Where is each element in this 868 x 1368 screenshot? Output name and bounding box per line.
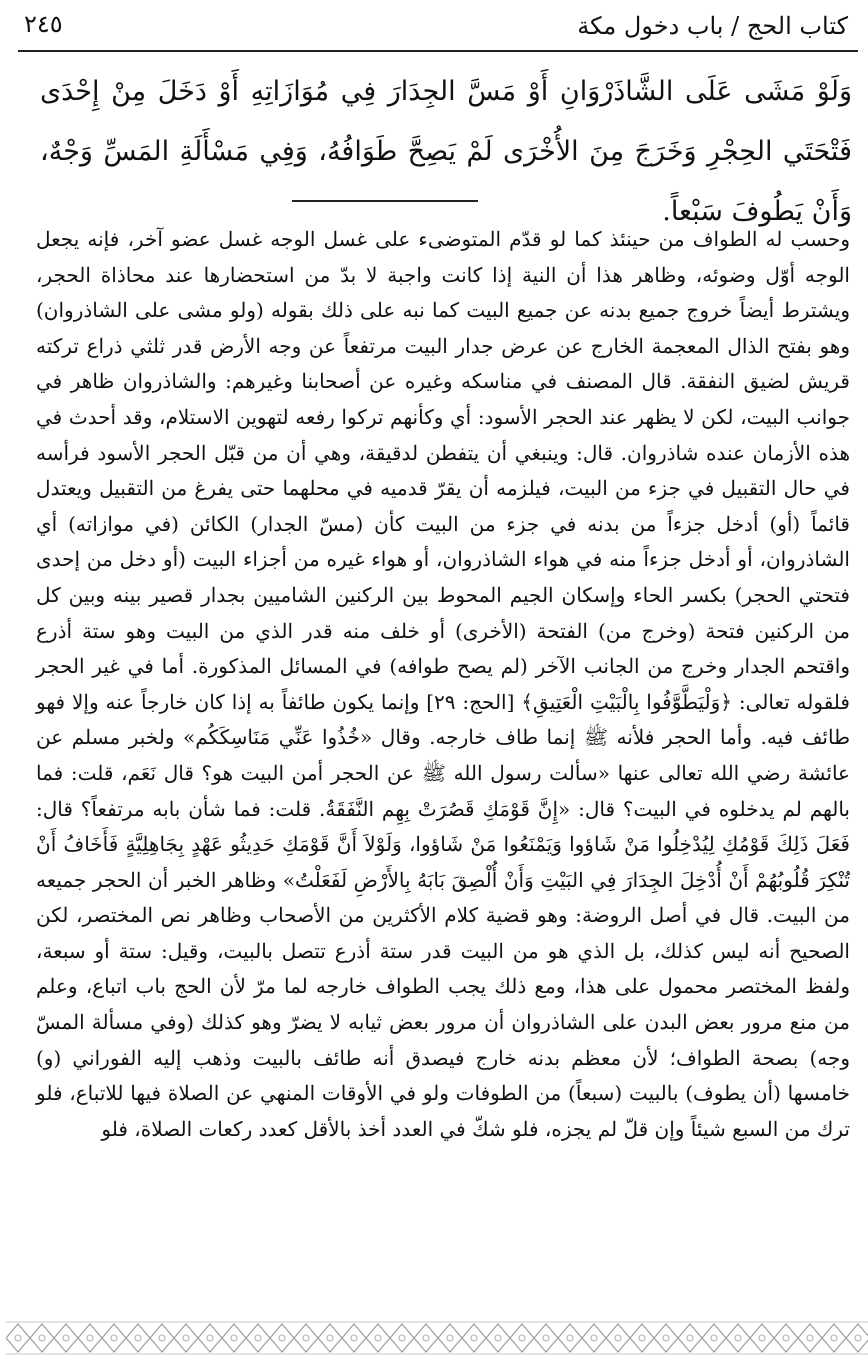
page-header (14, 8, 854, 48)
page-number: ٢٤٥ (24, 10, 63, 38)
base-text-paragraph: وَلَوْ مَشَى عَلَى الشَّاذَرْوَانِ أَوْ مَسَّ الجِدَارَ فِي مُوَازَاتِهِ أَوْ دَخَلَ مِنْ إِحْدَى فَتْحَتَي الحِجْرِ وَخَرَجَ مِنَ الأُخْرَى لَمْ يَصِحَّ طَوَافُهُ، وَفِي مَسْأَلَةِ المَسِّ وَجْهٌ، وَأَنْ يَطُوفَ سَبْعاً. (40, 76, 852, 227)
base-text (40, 62, 852, 242)
commentary-paragraph: وحسب له الطواف من حينئذ كما لو قدّم المتوضىء على غسل الوجه غسل عضو آخر، فإنه يجعل الوجه أوّل وضوئه، وظاهر هذا أن النية إذا كانت واجبة لا بدّ من استحضارها عند محاذاة الحجر، ويشترط أيضاً خروج جميع بدنه عن جميع البيت كما نبه على ذلك بقوله (ولو مشى على الشاذروان) وهو بفتح الذال المعجمة الخارج عن عرض جدار البيت مرتفعاً عن وجه الأرض قدر ثلثي ذراع تركته قريش لضيق النفقة. قال المصنف في مناسكه وغيره عن أصحابنا وغيرهم: والشاذروان ظاهر في جوانب البيت، لكن لا يظهر عند الحجر الأسود: أي وكأنهم تركوا رفعه لتهوين الاستلام، وقد أحدث في هذه الأزمان عنده شاذروان. قال: وينبغي أن يتفطن لدقيقة، وهي أن من قبّل الحجر الأسود فرأسه في حال التقبيل في جزء من البيت، فيلزمه أن يقرّ قدميه في محلهما حتى يفرغ من التقبيل ويعتدل قائماً (أو) أدخل جزءاً من بدنه في جزء من البيت كأن (مسّ الجدار) الكائن (في موازاته) أي الشاذروان، أو أدخل جزءاً منه في هواء الشاذروان، أو هواء غيره من أجزاء البيت (أو دخل من إحدى فتحتي الحجر) بكسر الحاء وإسكان الجيم المحوط بين الركنين الشاميين بجدار قصير بينه وبين كل من الركنين فتحة (وخرج من) الفتحة (الأخرى) أو خلف منه قدر الذي من البيت وهو ستة أذرع واقتحم الجدار وخرج من الجانب الآخر (لم يصح طوافه) في المسائل المذكورة. أما في غير الحجر فلقوله تعالى: ﴿وَلْيَطَّوَّفُوا بِالْبَيْتِ الْعَتِيقِ﴾ [الحج: ٢٩] وإنما يكون طائفاً به إذا كان خارجاً عنه وإلا فهو طائف فيه. وأما الحجر فلأنه ﷺ إنما طاف خارجه. وقال «خُذُوا عَنِّي مَنَاسِكَكُم» ولخبر مسلم عن عائشة رضي الله تعالى عنها «سألت رسول الله ﷺ عن الحجر أمن البيت هو؟ قال نَعَم، قلت: فما بالهم لم يدخلوه في البيت؟ قال: «إِنَّ قَوْمَكِ قَصُرَتْ بِهِم النَّفَقَةُ. قلت: فما شأن بابه مرتفعاً؟ قال: فَعَلَ ذَلِكَ قَوْمُكِ لِيُدْخِلُوا مَنْ شَاؤوا وَيَمْنَعُوا مَنْ شَاؤوا، وَلَوْلاَ أَنَّ قَوْمَكِ حَدِيثُو عَهْدٍ بِجَاهِلِيَّةٍ فَأَخَافُ أَنْ تُنْكِرَ قُلُوبُهُمْ أَنْ أُدْخِلَ الجِدَارَ فِي البَيْتِ وَأَنْ أُلْصِقَ بَابَهُ بِالأَرْضِ لَفَعَلْتُ» وظاهر الخبر أن الحجر جميعه من البيت. قال في أصل الروضة: وهو قضية كلام الأكثرين من الأصحاب وظاهر نص المختصر، لكن الصحيح أنه ليس كذلك، بل الذي هو من البيت قدر ستة أذرع تتصل بالبيت، وقيل: ستة أو سبعة، ولفظ المختصر محمول على هذا، ومع ذلك يجب الطواف خارجه لما مرّ لأن الحج باب اتباع، وعلم من منع مرور بعض البدن على الشاذروان أن مرور بعض ثيابه لا يضرّ وهو كذلك (وفي مسألة المسّ وجه) بصحة الطواف؛ لأن معظم بدنه خارج فيصدق أنه طائف بالبيت وذهب إليه الفوراني (و) خامسها (أن يطوف) بالبيت (سبعاً) من الطوفات ولو في الأوقات المنهي عن الصلاة فيها للاتباع، فلو ترك من السبع شيئاً وإن قلّ لم يجزه، فلو شكّ في العدد أخذ بالأقل كعدد ركعات الصلاة، فلو (36, 227, 850, 1141)
decorative-border (6, 1318, 868, 1358)
ornament-pattern-icon (6, 1318, 868, 1358)
running-title: كتاب الحج / باب دخول مكة (577, 12, 848, 40)
commentary-text (36, 222, 850, 1147)
text-separator-rule (292, 200, 478, 202)
header-rule (18, 50, 858, 52)
